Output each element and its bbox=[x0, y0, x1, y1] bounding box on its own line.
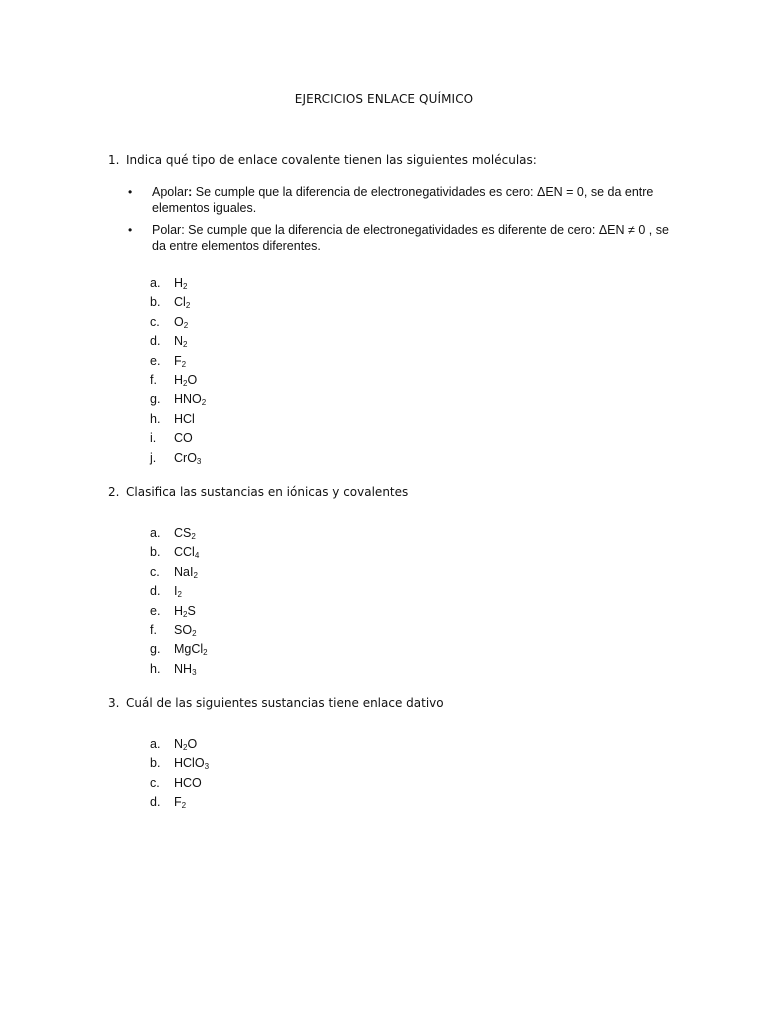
formula-text: I bbox=[174, 584, 178, 599]
formula-text: NaI bbox=[174, 564, 194, 579]
formula-text: HClO bbox=[174, 756, 205, 771]
list-item bbox=[150, 410, 206, 429]
formula-subscript: 2 bbox=[183, 378, 188, 388]
formula-text: N bbox=[174, 737, 184, 751]
formula-text: CO bbox=[174, 431, 193, 446]
chemical-formula bbox=[174, 315, 188, 329]
formula-text: HCO bbox=[174, 775, 202, 790]
question-1-text: Indica qué tipo de enlace covalente tienen las siguientes moléculas: bbox=[126, 153, 537, 167]
bullet-apolar-text bbox=[152, 184, 672, 216]
chemical-formula bbox=[174, 662, 197, 676]
list-item bbox=[150, 371, 206, 390]
formula-text: SO bbox=[174, 622, 193, 637]
question-2-text: Clasifica las sustancias en iónicas y covalentes bbox=[126, 485, 409, 499]
formula-subscript: 2 bbox=[183, 340, 188, 350]
formula-subscript: 2 bbox=[201, 398, 207, 408]
formula-text: O bbox=[174, 314, 184, 329]
question-2-number: 2. bbox=[108, 485, 120, 499]
question-3-number: 3. bbox=[108, 696, 120, 710]
list-item bbox=[150, 621, 208, 640]
formula-text: H bbox=[174, 603, 184, 618]
list-item bbox=[150, 449, 206, 468]
chemical-formula bbox=[174, 334, 187, 348]
question-3-heading bbox=[108, 696, 444, 710]
chemical-formula bbox=[174, 295, 190, 309]
list-item-letter: c. bbox=[150, 775, 160, 790]
list-item-letter: b. bbox=[150, 295, 161, 310]
chemical-formula bbox=[174, 584, 182, 598]
list-item bbox=[150, 332, 206, 351]
question-2-heading bbox=[108, 485, 408, 499]
bullet-dot-icon: • bbox=[128, 185, 133, 199]
list-item bbox=[150, 793, 209, 812]
formula-text: O bbox=[187, 737, 198, 751]
question-1-list bbox=[150, 274, 206, 468]
list-item-letter: j. bbox=[150, 450, 157, 465]
formula-subscript: 2 bbox=[181, 801, 187, 811]
chemical-formula bbox=[174, 776, 202, 790]
question-1-heading bbox=[108, 153, 537, 167]
list-item-letter: c. bbox=[150, 564, 160, 579]
list-item-letter: b. bbox=[150, 756, 161, 771]
bullet-apolar-label: Apolar bbox=[152, 185, 189, 199]
list-item-letter: d. bbox=[150, 795, 161, 810]
list-item-letter: f. bbox=[150, 622, 157, 637]
formula-subscript: 2 bbox=[203, 648, 208, 658]
chemical-formula bbox=[174, 392, 206, 406]
list-item bbox=[150, 352, 206, 371]
question-1-number: 1. bbox=[108, 153, 120, 167]
chemical-formula bbox=[174, 565, 198, 579]
formula-text: MgCl bbox=[174, 642, 204, 657]
formula-subscript: 2 bbox=[193, 570, 198, 580]
question-3-list bbox=[150, 735, 209, 813]
list-item-letter: b. bbox=[150, 545, 161, 560]
page-title: EJERCICIOS ENLACE QUÍMICO bbox=[294, 92, 474, 106]
list-item-letter: e. bbox=[150, 603, 161, 618]
list-item-letter: a. bbox=[150, 526, 161, 540]
formula-text: H bbox=[174, 276, 184, 290]
list-item-letter: a. bbox=[150, 276, 161, 290]
list-item-letter: i. bbox=[150, 431, 157, 446]
chemical-formula bbox=[174, 431, 193, 445]
formula-text: CS bbox=[174, 526, 192, 540]
bullet-polar-label: Polar bbox=[152, 223, 182, 237]
formula-text: CCl bbox=[174, 545, 195, 560]
chemical-formula bbox=[174, 354, 186, 368]
formula-text: HCl bbox=[174, 411, 195, 426]
list-item-letter: g. bbox=[150, 642, 161, 657]
chemical-formula bbox=[174, 412, 195, 426]
chemical-formula bbox=[174, 451, 201, 465]
chemical-formula bbox=[174, 642, 208, 656]
formula-subscript: 2 bbox=[183, 609, 188, 619]
list-item bbox=[150, 774, 209, 793]
formula-text: N bbox=[174, 334, 184, 349]
list-item-letter: h. bbox=[150, 661, 161, 676]
chemical-formula bbox=[174, 276, 187, 290]
formula-text: CrO bbox=[174, 450, 197, 465]
list-item bbox=[150, 524, 208, 543]
formula-subscript: 2 bbox=[177, 590, 182, 600]
list-item bbox=[150, 754, 209, 773]
chemical-formula bbox=[174, 737, 197, 751]
list-item bbox=[150, 543, 208, 562]
list-item bbox=[150, 735, 209, 754]
chemical-formula bbox=[174, 756, 209, 770]
formula-text: Cl bbox=[174, 295, 186, 310]
list-item-letter: c. bbox=[150, 314, 160, 329]
bullet-polar-sep: : bbox=[181, 223, 185, 237]
chemical-formula bbox=[174, 795, 186, 809]
chemical-formula bbox=[174, 623, 197, 637]
list-item-letter: d. bbox=[150, 334, 161, 349]
formula-subscript: 2 bbox=[181, 359, 187, 369]
list-item-letter: d. bbox=[150, 584, 161, 599]
formula-subscript: 3 bbox=[204, 762, 210, 772]
list-item bbox=[150, 274, 206, 293]
formula-text: O bbox=[187, 372, 198, 387]
bullet-dot-icon: • bbox=[128, 223, 133, 237]
chemical-formula bbox=[174, 373, 197, 387]
list-item bbox=[150, 660, 208, 679]
list-item-letter: e. bbox=[150, 353, 161, 368]
bullet-apolar-body: Se cumple que la diferencia de electronegatividades es cero: ΔEN = 0, se da entre elementos iguales. bbox=[152, 185, 654, 215]
bullet-polar-text bbox=[152, 222, 672, 254]
formula-text: HNO bbox=[174, 392, 202, 407]
list-item bbox=[150, 390, 206, 409]
chemical-formula bbox=[174, 604, 196, 618]
formula-subscript: 3 bbox=[196, 456, 202, 466]
formula-subscript: 3 bbox=[192, 667, 197, 677]
formula-subscript: 2 bbox=[185, 301, 191, 311]
list-item bbox=[150, 429, 206, 448]
formula-subscript: 2 bbox=[192, 628, 197, 638]
formula-subscript: 2 bbox=[183, 282, 188, 291]
formula-text: F bbox=[174, 353, 182, 368]
list-item bbox=[150, 313, 206, 332]
formula-text: S bbox=[187, 603, 196, 618]
question-2-list bbox=[150, 524, 208, 679]
formula-subscript: 2 bbox=[183, 320, 189, 330]
list-item bbox=[150, 563, 208, 582]
chemical-formula bbox=[174, 526, 196, 540]
formula-text: H bbox=[174, 372, 184, 387]
list-item-letter: f. bbox=[150, 372, 157, 387]
formula-subscript: 2 bbox=[191, 532, 196, 541]
list-item-letter: h. bbox=[150, 411, 161, 426]
list-item bbox=[150, 293, 206, 312]
list-item-letter: g. bbox=[150, 392, 161, 407]
formula-subscript: 2 bbox=[183, 743, 188, 752]
chemical-formula bbox=[174, 545, 199, 559]
list-item-letter: a. bbox=[150, 737, 161, 751]
question-3-text: Cuál de las siguientes sustancias tiene enlace dativo bbox=[126, 696, 444, 710]
list-item bbox=[150, 640, 208, 659]
formula-text: F bbox=[174, 795, 182, 810]
bullet-polar-body: Se cumple que la diferencia de electronegatividades es diferente de cero: ΔEN ≠ 0 , se da entre elementos diferentes. bbox=[152, 223, 669, 253]
formula-text: NH bbox=[174, 661, 193, 676]
list-item bbox=[150, 602, 208, 621]
bullet-apolar-sep: : bbox=[188, 185, 193, 199]
list-item bbox=[150, 582, 208, 601]
formula-subscript: 4 bbox=[194, 551, 200, 561]
